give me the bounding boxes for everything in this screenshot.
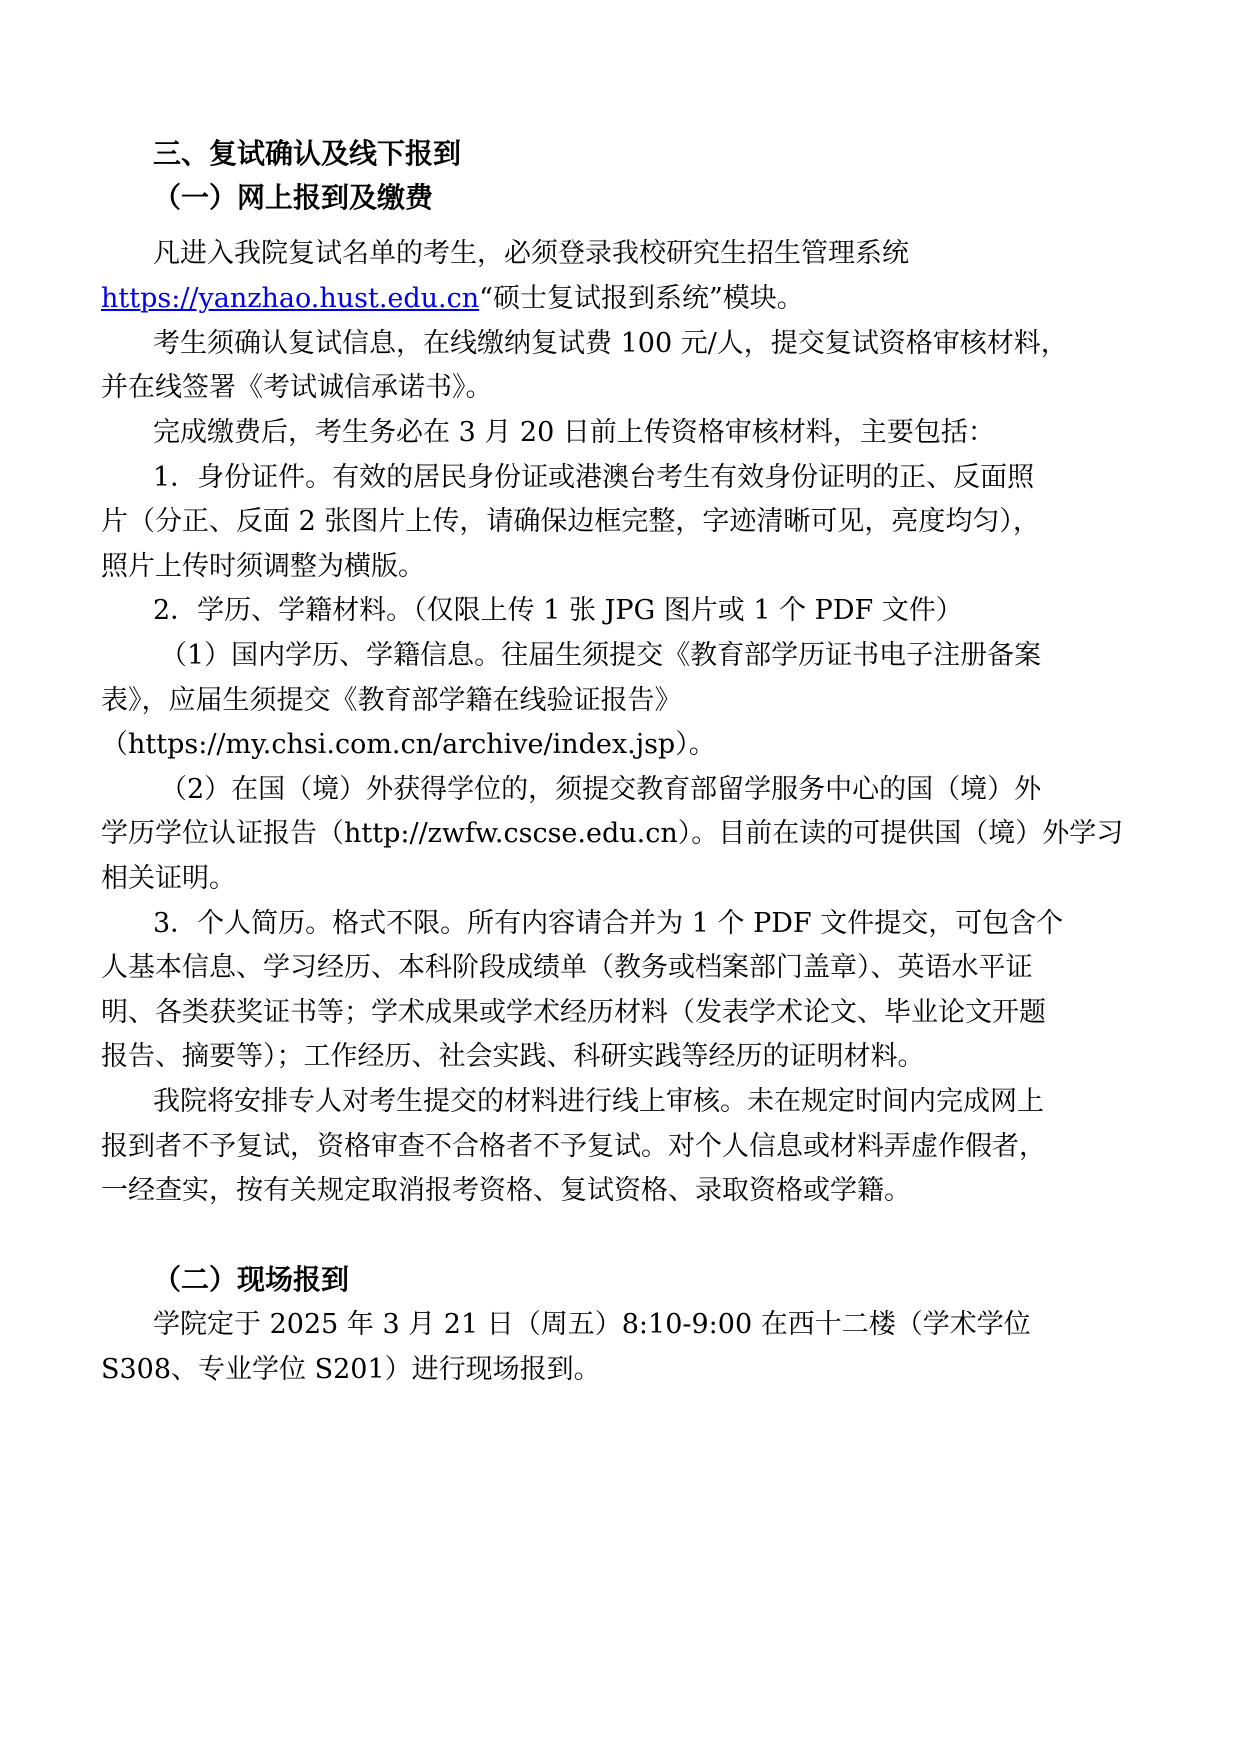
list-item-line: 人基本信息、学习经历、本科阶段成绩单（教务或档案部门盖章）、英语水平证 — [101, 952, 1033, 983]
list-item-line: 明、各类获奖证书等；学术成果或学术经历材料（发表学术论文、毕业论文开题 — [101, 997, 1046, 1028]
paragraph-line: 完成缴费后，考生务必在 3 月 20 日前上传资格审核材料，主要包括： — [153, 417, 995, 448]
list-item-line: 片（分正、反面 2 张图片上传，请确保边框完整，字迹清晰可见，亮度均匀）， — [101, 506, 1040, 537]
sub-item-line: 表》，应届生须提交《教育部学籍在线验证报告》 — [101, 685, 682, 716]
paragraph-line: 我院将安排专人对考生提交的材料进行线上审核。未在规定时间内完成网上 — [153, 1086, 1044, 1117]
paragraph-line: 考生须确认复试信息，在线缴纳复试费 100 元/人，提交复试资格审核材料， — [153, 328, 1068, 359]
list-item-line: 1．身份证件。有效的居民身份证或港澳台考生有效身份证明的正、反面照 — [153, 462, 1035, 493]
paragraph-line: S308、专业学位 S201）进行现场报到。 — [101, 1354, 601, 1385]
paragraph-text: “硕士复试报到系统”模块。 — [479, 283, 804, 314]
sub-item-line: （1）国内学历、学籍信息。往届生须提交《教育部学历证书电子注册备案 — [160, 640, 1042, 671]
sub-item-line: 学历学位认证报告（http://zwfw.cscse.edu.cn）。目前在读的可提供国（境）外学习 — [101, 818, 1124, 849]
subsection-title-onsite: （二）现场报到 — [153, 1263, 350, 1296]
paragraph-line: 凡进入我院复试名单的考生，必须登录我校研究生招生管理系统 — [153, 238, 909, 269]
sub-item-line: （2）在国（境）外获得学位的，须提交教育部留学服务中心的国（境）外 — [160, 774, 1042, 805]
list-item-line: 3．个人简历。格式不限。所有内容请合并为 1 个 PDF 文件提交，可包含个 — [153, 908, 1064, 939]
paragraph-line — [101, 281, 804, 317]
section-heading: 三、复试确认及线下报到 — [153, 137, 462, 170]
paragraph-line: 并在线签署《考试诚信承诺书》。 — [101, 372, 493, 403]
sub-item-line: 相关证明。 — [101, 863, 236, 894]
sub-item-line: （https://my.chsi.com.cn/archive/index.jsp）。 — [101, 729, 716, 760]
paragraph-line: 报到者不予复试，资格审查不合格者不予复试。对个人信息或材料弄虚作假者， — [101, 1131, 1046, 1162]
system-link[interactable]: https://yanzhao.hust.edu.cn — [101, 283, 480, 314]
list-item-line: 照片上传时须调整为横版。 — [101, 551, 425, 582]
list-item-line: 报告、摘要等）；工作经历、社会实践、科研实践等经历的证明材料。 — [101, 1041, 925, 1072]
subsection-title-online: （一）网上报到及缴费 — [153, 181, 434, 214]
list-item-line: 2．学历、学籍材料。（仅限上传 1 张 JPG 图片或 1 个 PDF 文件） — [153, 595, 963, 626]
paragraph-line: 学院定于 2025 年 3 月 21 日（周五）8:10-9:00 在西十二楼（学术学位 — [153, 1309, 1031, 1340]
paragraph-line: 一经查实，按有关规定取消报考资格、复试资格、录取资格或学籍。 — [101, 1175, 911, 1206]
